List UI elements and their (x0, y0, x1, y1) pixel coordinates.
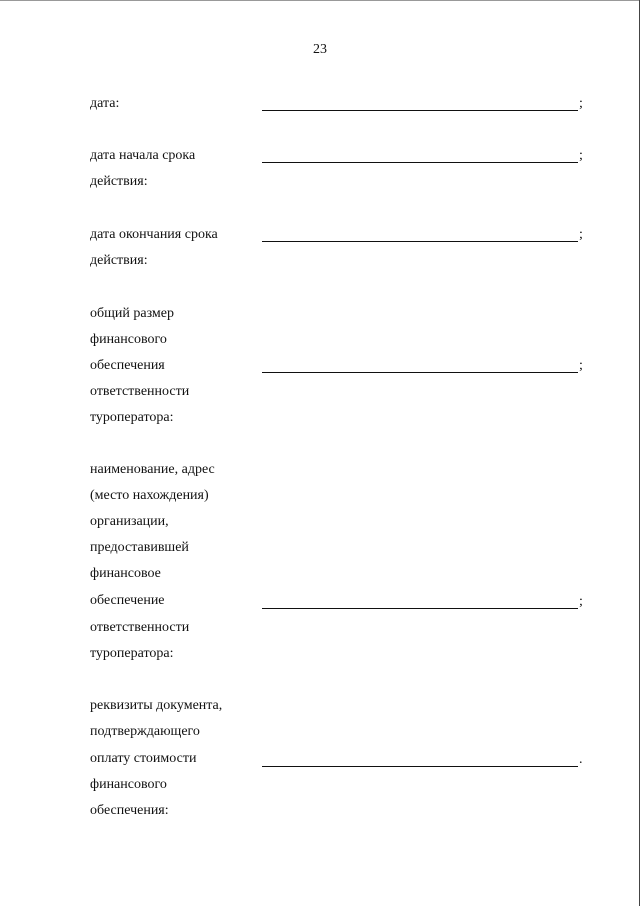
fill-in-blank[interactable] (262, 110, 578, 111)
field-label-line: дата: (90, 96, 120, 111)
fill-in-blank[interactable] (262, 162, 578, 163)
field-label-line: общий размер (90, 306, 175, 321)
field-punctuation: . (579, 752, 583, 767)
field-label-line: обеспечение (90, 593, 165, 608)
field-label-line: действия: (90, 174, 148, 189)
field-label-line: туроператора: (90, 646, 174, 661)
field-label-line: реквизиты документа, (90, 698, 223, 713)
field-label-line: туроператора: (90, 410, 174, 425)
field-label-line: обеспечения: (90, 803, 169, 818)
field-label-line: предоставившей (90, 540, 189, 555)
page-top-edge (0, 0, 640, 1)
fill-in-blank[interactable] (262, 372, 578, 373)
field-label-line: финансовое (90, 566, 161, 581)
field-label-line: оплату стоимости (90, 751, 197, 766)
field-punctuation: ; (579, 358, 583, 373)
page-number: 23 (313, 42, 327, 57)
field-label-line: обеспечения (90, 358, 165, 373)
field-label-line: подтверждающего (90, 724, 200, 739)
field-punctuation: ; (579, 594, 583, 609)
field-label-line: ответственности (90, 620, 190, 635)
field-label-line: дата начала срока (90, 148, 196, 163)
field-punctuation: ; (579, 96, 583, 111)
fill-in-blank[interactable] (262, 608, 578, 609)
field-label-line: (место нахождения) (90, 488, 209, 503)
fill-in-blank[interactable] (262, 766, 578, 767)
field-label-line: финансового (90, 332, 167, 347)
field-label-line: действия: (90, 253, 148, 268)
field-label-line: ответственности (90, 384, 190, 399)
field-label-line: наименование, адрес (90, 462, 215, 477)
field-punctuation: ; (579, 148, 583, 163)
field-label-line: организации, (90, 514, 169, 529)
field-label-line: финансового (90, 777, 167, 792)
fill-in-blank[interactable] (262, 241, 578, 242)
field-label-line: дата окончания срока (90, 227, 218, 242)
field-punctuation: ; (579, 227, 583, 242)
